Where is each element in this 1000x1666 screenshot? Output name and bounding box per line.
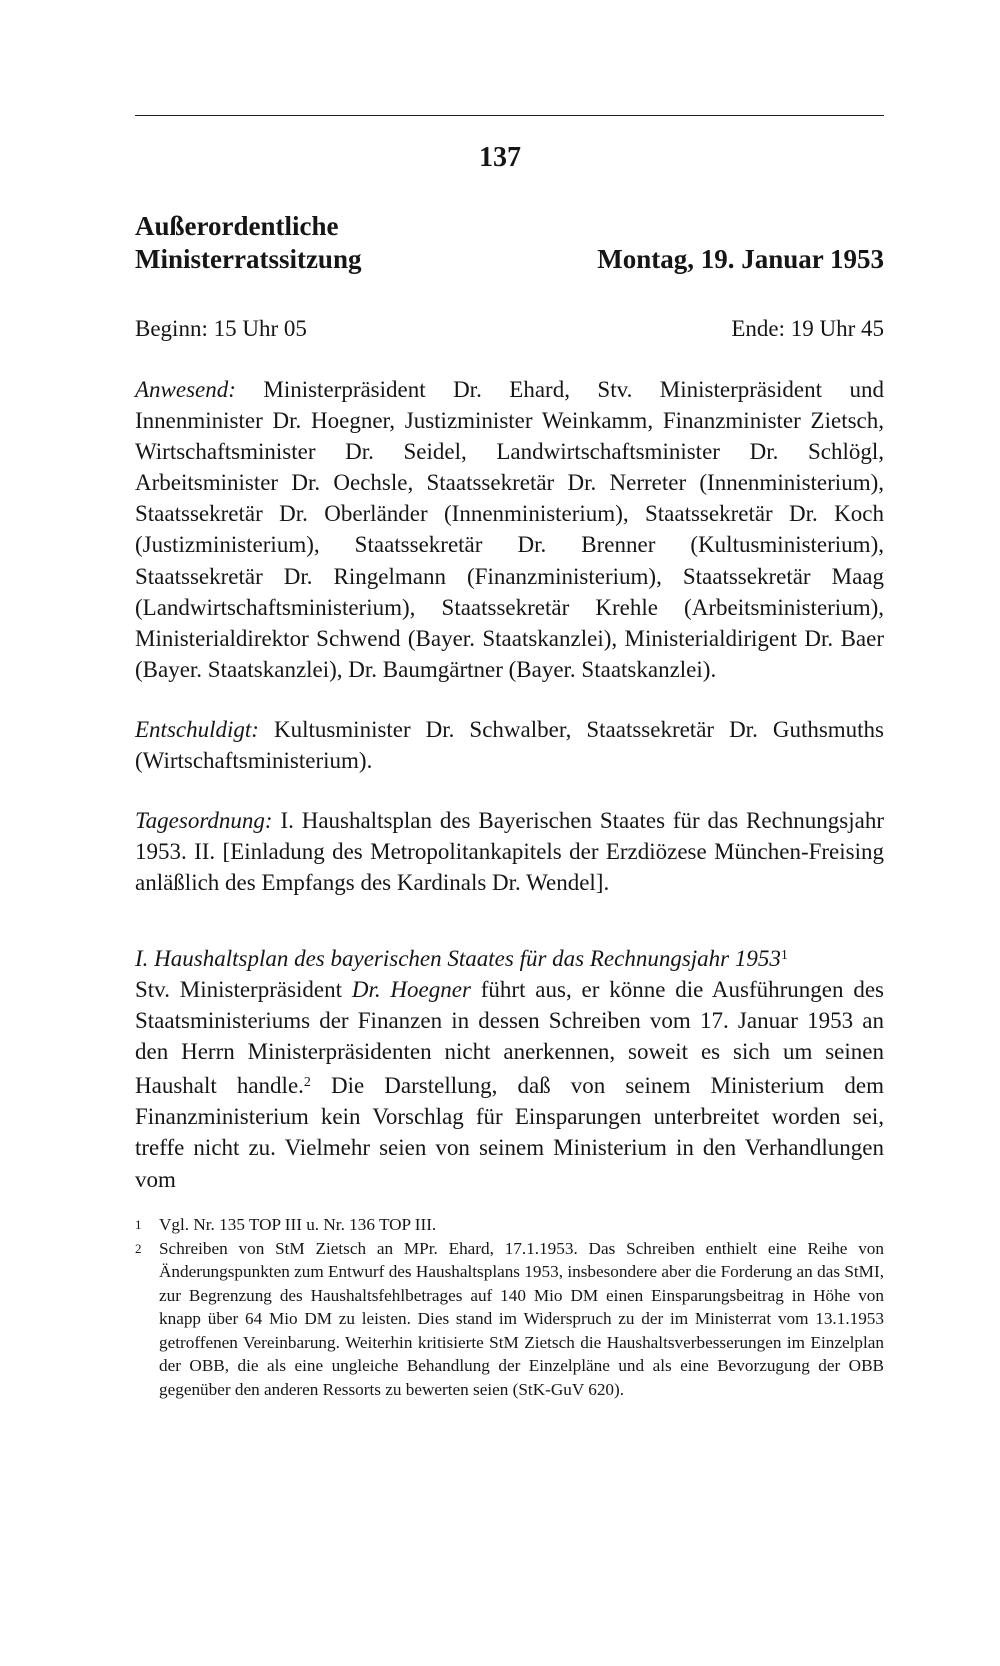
session-date: Montag, 19. Januar 1953 xyxy=(597,244,884,274)
footnote-text: Schreiben von StM Zietsch an MPr. Ehard, 17.1.1953. Das Schreiben enthielt eine Reihe von Änderungspunkten zum Entwurf des Haushaltsplans 1953, insbesondere aber die Forderung an das StMI, zur Begrenzung des Haushaltsfehlbetrages auf 140 Mio DM einen Einsparungsbeitrag in Höhe von knapp über 64 Mio DM zu leisten. Dies stand im Widerspruch zu der im Ministerrat vom 13.1.1953 getroffenen Vereinbarung. Weiterhin kritisierte StM Zietsch die Haushaltsverbesserungen im Einzelplan der OBB, die als eine ungleiche Behandlung der Einzelpläne und als eine Bevorzugung der OBB gegenüber den anderen Ressorts zu bewerten seien (StK-GuV 620). xyxy=(159,1238,884,1399)
header-rule xyxy=(135,115,884,116)
body-paragraph xyxy=(135,974,884,1195)
session-title xyxy=(135,210,361,276)
footnote-1 xyxy=(135,1213,884,1237)
excused-list: Kultusminister Dr. Schwalber, Staatssekretär Dr. Guthsmuths (Wirtschaftsministerium). xyxy=(135,717,885,774)
attendance-excused xyxy=(135,714,884,776)
speaker-name: Dr. Hoegner xyxy=(351,977,471,1002)
para-start: Stv. Ministerpräsident xyxy=(135,977,343,1002)
begin-time: Beginn: 15 Uhr 05 xyxy=(135,316,307,341)
footnote-ref-1: 1 xyxy=(780,948,788,963)
section-heading xyxy=(135,941,788,974)
footnote-text: Vgl. Nr. 135 TOP III u. Nr. 136 TOP III. xyxy=(159,1215,437,1234)
footnote-2 xyxy=(135,1237,884,1402)
present-label: Anwesend: xyxy=(135,377,236,402)
agenda-label: Tagesordnung: xyxy=(135,808,273,833)
document-number: 137 xyxy=(479,142,521,173)
agenda xyxy=(135,805,884,898)
agenda-text: I. Haushaltsplan des Bayerischen Staates für das Rechnungsjahr 1953. II. [Einladung des Metropolitankapitels der Erzdiözese München-Freising anläßlich des Empfangs des Kardinals Dr. Wendel]. xyxy=(135,808,884,896)
para-mid: führt aus, er könne die Ausführungen des Staatsministeriums der Finanzen in dessen Schreiben vom 17. Januar 1953 an den Herrn Ministerpräsidenten nicht anerkennen, soweit es sich um seinen Haushalt handle. xyxy=(135,977,884,1099)
attendance-present xyxy=(135,374,884,685)
para-end: Die Darstellung, daß von seinem Ministerium dem Finanzministerium kein Vorschlag für Einsparungen unterbreitet worden sei, treffe nicht zu. Vielmehr seien von seinem Ministerium in den Verhandlungen vom xyxy=(135,1073,884,1192)
session-title-line1: Außerordentliche xyxy=(135,211,339,241)
session-title-line2: Ministerratssitzung xyxy=(135,244,362,274)
footnote-number: 2 xyxy=(135,1240,142,1256)
end-time: Ende: 19 Uhr 45 xyxy=(731,316,884,341)
footnotes xyxy=(135,1213,884,1401)
footnote-number: 1 xyxy=(135,1217,142,1232)
present-list: Ministerpräsident Dr. Ehard, Stv. Ministerpräsident und Innenminister Dr. Hoegner, Justizminister Weinkamm, Finanzminister Zietsch, Wirtschaftsminister Dr. Seidel, Landwirtschaftsminister Dr. Schlögl, Arbeitsminister Dr. Oechsle, Staatssekretär Dr. Nerreter (Innenministerium), Staatssekretär Dr. Oberländer (Innenministerium), Staatssekretär Dr. Koch (Justizministerium), Staatssekretär Dr. Brenner (Kultusministerium), Staatssekretär Dr. Ringelmann (Finanzministerium), Staatssekretär Maag (Landwirtschaftsministerium), Staatssekretär Krehle (Arbeitsministerium), Ministerialdirektor Schwend (Bayer. Staatskanzlei), Ministerialdirigent Dr. Baer (Bayer. Staatskanzlei), Dr. Baumgärtner (Bayer. Staatskanzlei). xyxy=(135,377,884,682)
excused-label: Entschuldigt: xyxy=(135,717,259,742)
footnote-ref-2: 2 xyxy=(303,1075,311,1091)
section-heading-text: I. Haushaltsplan des bayerischen Staates für das Rechnungsjahr 1953 xyxy=(135,946,781,971)
